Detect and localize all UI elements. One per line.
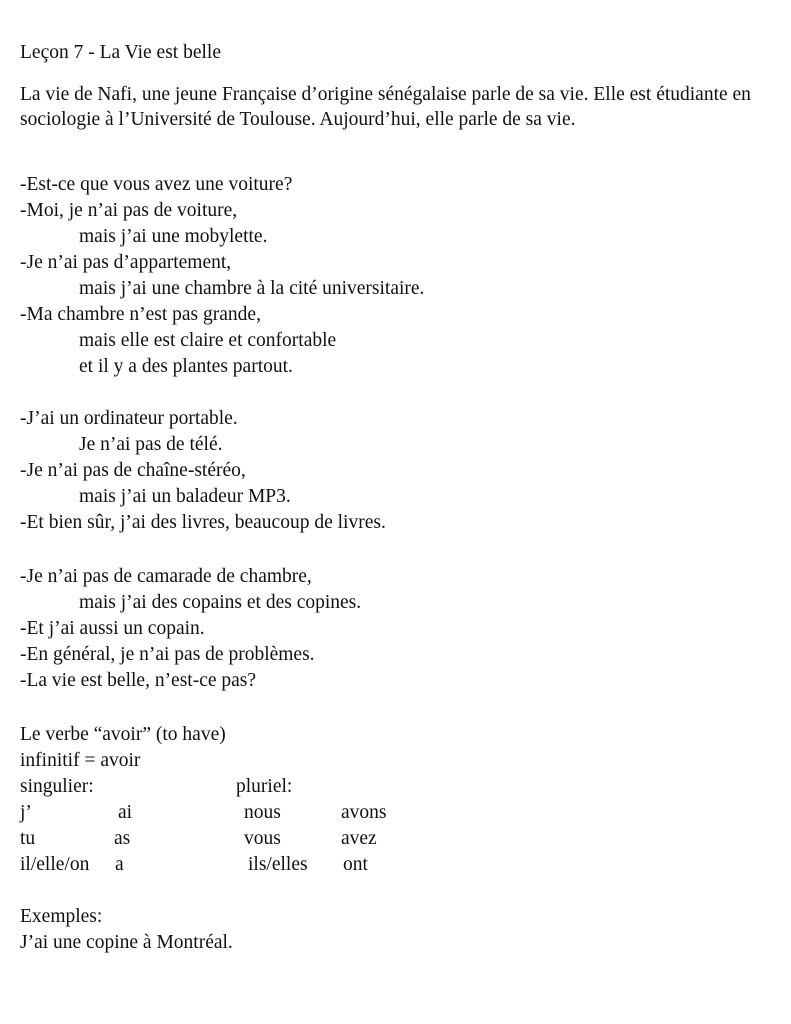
dialogue-line-indented: mais j’ai une chambre à la cité universitaire.: [79, 278, 425, 299]
examples-heading: Exemples:: [20, 906, 103, 927]
dialogue-line: -J’ai un ordinateur portable.: [20, 408, 238, 429]
singular-pronoun: il/elle/on: [20, 854, 90, 875]
dialogue-line-indented: et il y a des plantes partout.: [79, 356, 293, 377]
singular-form: a: [115, 854, 124, 875]
dialogue-line: -En général, je n’ai pas de problèmes.: [20, 644, 315, 665]
singular-form: ai: [118, 802, 133, 823]
singular-label: singulier:: [20, 776, 94, 797]
singular-pronoun: tu: [20, 828, 36, 849]
plural-form: ont: [343, 854, 368, 875]
plural-form: avons: [341, 802, 387, 823]
plural-pronoun: nous: [244, 802, 281, 823]
intro-paragraph: La vie de Nafi, une jeune Française d’origine sénégalaise parle de sa vie. Elle est étudiante en sociologie à l’Université de Toulouse. Aujourd’hui, elle parle de sa vie.: [20, 84, 751, 130]
plural-pronoun: vous: [244, 828, 281, 849]
example-sentence: J’ai une copine à Montréal.: [20, 932, 233, 953]
dialogue-line-indented: mais j’ai une mobylette.: [79, 226, 268, 247]
dialogue-line: -Je n’ai pas de camarade de chambre,: [20, 566, 312, 587]
dialogue-line-indented: mais j’ai un baladeur MP3.: [79, 486, 291, 507]
dialogue-line: -Je n’ai pas d’appartement,: [20, 252, 232, 273]
dialogue-line-indented: mais elle est claire et confortable: [79, 330, 337, 351]
singular-pronoun: j’: [20, 802, 32, 823]
singular-form: as: [114, 828, 131, 849]
lesson-title: Leçon 7 - La Vie est belle: [20, 42, 221, 63]
plural-form: avez: [341, 828, 377, 849]
dialogue-line-indented: mais j’ai des copains et des copines.: [79, 592, 362, 613]
dialogue-line: -Moi, je n’ai pas de voiture,: [20, 200, 238, 221]
dialogue-line: -Et j’ai aussi un copain.: [20, 618, 205, 639]
dialogue-line: -La vie est belle, n’est-ce pas?: [20, 670, 257, 691]
dialogue-line: -Ma chambre n’est pas grande,: [20, 304, 261, 325]
dialogue-line: -Et bien sûr, j’ai des livres, beaucoup de livres.: [20, 512, 386, 533]
verb-heading: Le verbe “avoir” (to have): [20, 724, 226, 745]
verb-infinitive: infinitif = avoir: [20, 750, 141, 771]
dialogue-line-indented: Je n’ai pas de télé.: [79, 434, 223, 455]
dialogue-line: -Je n’ai pas de chaîne-stéréo,: [20, 460, 246, 481]
dialogue-line: -Est-ce que vous avez une voiture?: [20, 174, 293, 195]
plural-label: pluriel:: [236, 776, 293, 797]
plural-pronoun: ils/elles: [248, 854, 308, 875]
